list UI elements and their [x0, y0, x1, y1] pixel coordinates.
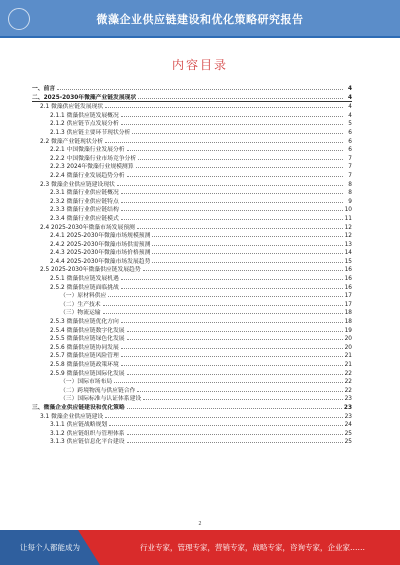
toc-leader-dots: [121, 188, 343, 194]
toc-entry-page: 4: [348, 112, 352, 119]
toc-entry-page: 12: [344, 233, 352, 240]
toc-leader-dots: [127, 171, 343, 177]
toc-entry[interactable]: [32, 334, 352, 343]
toc-entry[interactable]: [32, 351, 352, 360]
toc-entry-label: （一）原材料供应: [60, 293, 107, 300]
header-divider: [0, 36, 400, 38]
toc-entry-label: 2.5.9 微藻供应链国际化发展: [50, 370, 125, 377]
toc-entry[interactable]: [32, 291, 352, 300]
toc-entry-page: 9: [348, 198, 352, 205]
toc-entry-label: 2.4 2025-2030年微藻市场发展预测: [40, 224, 135, 231]
toc-entry-label: 2.2.1 中国微藻行业发展分析: [50, 147, 125, 154]
toc-entry-label: （三）国际标准与认证体系建设: [60, 396, 142, 403]
toc-leader-dots: [121, 197, 343, 203]
toc-entry-page: 6: [348, 129, 352, 136]
toc-entry-page: 25: [344, 430, 352, 437]
toc-leader-dots: [114, 377, 342, 383]
toc-leader-dots: [127, 403, 342, 409]
toc-entry[interactable]: [32, 308, 352, 317]
toc-leader-dots: [57, 84, 343, 90]
toc-entry-label: 三、微藻企业供应链建设和优化策略: [32, 404, 125, 411]
toc-entry[interactable]: [32, 171, 352, 180]
toc-entry-page: 7: [348, 155, 352, 162]
toc-entry-label: 一、前言: [32, 86, 56, 92]
toc-entry[interactable]: [32, 343, 352, 352]
toc-leader-dots: [105, 102, 343, 108]
toc-leader-dots: [152, 240, 342, 246]
toc-leader-dots: [127, 369, 343, 375]
toc-entry-page: 11: [344, 215, 352, 222]
toc-leader-dots: [105, 412, 342, 418]
toc-leader-dots: [137, 223, 343, 229]
toc-leader-dots: [109, 420, 342, 426]
toc-entry-label: 2.3.1 微藻行业供应链概况: [50, 190, 119, 197]
toc-entry-page: 22: [344, 370, 352, 377]
toc-entry-label: （二）生产技术: [60, 301, 101, 308]
toc-leader-dots: [152, 231, 342, 237]
toc-leader-dots: [121, 274, 343, 280]
toc-entry-page: 6: [348, 138, 352, 145]
toc-entry-label: 2.5.2 微藻供应链面临挑战: [50, 284, 119, 291]
toc-entry[interactable]: [32, 300, 352, 309]
toc-entry-page: 7: [348, 172, 352, 179]
toc-leader-dots: [103, 308, 343, 314]
toc-entry-label: 2.1 微藻供应链发展现状: [40, 104, 104, 111]
toc-entry[interactable]: [32, 386, 352, 395]
toc-leader-dots: [132, 128, 343, 134]
page-footer: [0, 530, 400, 565]
toc-heading: 内容目录: [171, 58, 228, 72]
toc-entry[interactable]: [32, 111, 352, 120]
toc-entry-label: 2.5.3 微藻供应链优化方向: [50, 319, 119, 326]
toc-entry-page: 17: [344, 301, 352, 308]
toc-entry-page: 8: [348, 181, 352, 188]
toc-entry-page: 12: [344, 224, 352, 231]
toc-entry[interactable]: [32, 437, 352, 446]
toc-entry[interactable]: [32, 119, 352, 128]
toc-entry[interactable]: [32, 283, 352, 292]
toc-entry[interactable]: [32, 240, 352, 249]
toc-leader-dots: [136, 162, 343, 168]
toc-entry[interactable]: [32, 429, 352, 438]
toc-entry-page: 4: [347, 94, 352, 101]
toc-entry-page: 10: [344, 207, 352, 214]
toc-entry[interactable]: [32, 257, 352, 266]
toc-entry-page: 15: [344, 258, 352, 265]
toc-entry[interactable]: [32, 412, 352, 421]
toc-entry[interactable]: [32, 137, 352, 146]
toc-entry-label: （一）国际市场布局: [60, 379, 113, 386]
toc-entry-page: 17: [344, 293, 352, 300]
table-of-contents: [32, 84, 352, 446]
footer-tagline: 行业专家，管理专家，营销专家，战略专家，咨询专家，企业家……: [140, 543, 365, 552]
toc-leader-dots: [103, 300, 343, 306]
toc-entry[interactable]: [32, 394, 352, 403]
toc-entry-label: 3.1.2 供应链组织与管理体系: [50, 430, 125, 437]
toc-entry-page: 4: [348, 104, 352, 111]
toc-entry[interactable]: [32, 274, 352, 283]
toc-entry-label: 2.5.8 微藻供应链政策环境: [50, 362, 119, 368]
toc-entry-label: 3.1.3 供应链信息化平台建设: [50, 439, 125, 446]
toc-entry-label: 2.3.2 微藻行业供应链特点: [50, 198, 119, 205]
toc-leader-dots: [121, 317, 343, 323]
toc-entry-label: 2.3.3 微藻行业供应链结构: [50, 207, 119, 214]
toc-entry[interactable]: [32, 84, 352, 93]
toc-leader-dots: [127, 437, 343, 443]
toc-entry-label: 2.4.4 2025-2030年微藻市场发展趋势: [50, 258, 151, 265]
toc-entry-label: 2.5.7 微藻供应链风险管理: [50, 353, 119, 360]
toc-leader-dots: [121, 214, 343, 220]
page-number: 2: [198, 521, 202, 527]
toc-entry-page: 20: [344, 344, 352, 351]
toc-entry-page: 23: [344, 413, 352, 420]
toc-leader-dots: [138, 93, 343, 99]
toc-entry-label: 2.4.3 2025-2030年微藻市场价格预测: [50, 250, 151, 257]
toc-leader-dots: [127, 334, 343, 340]
toc-leader-dots: [137, 386, 342, 392]
toc-entry[interactable]: [32, 205, 352, 214]
toc-entry-page: 5: [348, 121, 352, 128]
toc-leader-dots: [121, 119, 343, 125]
toc-leader-dots: [121, 111, 343, 117]
toc-entry[interactable]: [32, 197, 352, 206]
toc-entry[interactable]: [32, 231, 352, 240]
toc-entry-page: 18: [344, 310, 352, 317]
toc-entry[interactable]: [32, 377, 352, 386]
toc-leader-dots: [143, 265, 343, 271]
toc-entry-label: 2.4.2 2025-2030年微藻市场供需预测: [50, 241, 151, 248]
toc-entry-page: 16: [344, 284, 352, 291]
toc-entry[interactable]: [32, 317, 352, 326]
toc-entry-page: 22: [344, 379, 352, 386]
toc-leader-dots: [121, 351, 343, 357]
toc-entry[interactable]: [32, 265, 352, 274]
toc-entry-label: 2.5.6 微藻供应链协同发展: [50, 344, 119, 351]
toc-leader-dots: [117, 180, 343, 186]
toc-entry-page: 20: [344, 336, 352, 343]
toc-entry[interactable]: [32, 188, 352, 197]
toc-entry-label: 2.3 微藻企业供应链建设现状: [40, 181, 115, 188]
toc-entry[interactable]: [32, 93, 352, 103]
toc-entry[interactable]: [32, 420, 352, 429]
toc-entry[interactable]: [32, 128, 352, 137]
toc-entry-page: 22: [344, 387, 352, 394]
toc-entry-label: 2.4.1 2025-2030年微藻市场规模预测: [50, 233, 151, 240]
toc-leader-dots: [121, 283, 343, 289]
toc-entry[interactable]: [32, 326, 352, 335]
toc-entry-label: （三）物流运输: [60, 310, 101, 317]
toc-entry-page: 6: [348, 147, 352, 154]
toc-entry[interactable]: [32, 223, 352, 232]
toc-entry-label: 2.2 微藻产业链现状分析: [40, 138, 104, 145]
toc-entry-page: 16: [344, 276, 352, 283]
toc-entry-page: 23: [343, 404, 352, 411]
toc-entry-label: 2.5 2025-2030年微藻供应链发展趋势: [40, 267, 141, 274]
toc-leader-dots: [121, 360, 343, 366]
toc-entry[interactable]: [32, 145, 352, 154]
toc-entry[interactable]: [32, 162, 352, 171]
toc-entry-label: 2.5.4 微藻供应链数字化发展: [50, 327, 125, 334]
toc-entry[interactable]: [32, 154, 352, 163]
toc-entry-page: 16: [344, 267, 352, 274]
toc-entry-page: 23: [344, 396, 352, 403]
toc-entry-label: 3.1.1 供应链战略规划: [50, 422, 108, 429]
toc-entry[interactable]: [32, 180, 352, 189]
toc-entry-page: 21: [344, 353, 352, 360]
page-header: [0, 0, 400, 36]
toc-entry[interactable]: [32, 403, 352, 412]
toc-entry-page: 4: [347, 86, 352, 92]
toc-entry-label: （二）跨境物流与供应链合作: [60, 387, 136, 394]
toc-leader-dots: [138, 154, 343, 160]
toc-entry-page: 21: [344, 362, 352, 368]
toc-entry-label: 2.1.1 微藻供应链发展概况: [50, 112, 119, 119]
toc-leader-dots: [143, 394, 342, 400]
toc-leader-dots: [127, 429, 343, 435]
toc-entry-page: 19: [344, 327, 352, 334]
toc-entry[interactable]: [32, 360, 352, 369]
toc-entry-label: 2.5.1 微藻供应链发展机遇: [50, 276, 119, 283]
toc-entry-label: 2.2.3 2024年微藻行业规模测算: [50, 164, 134, 171]
toc-entry-label: 2.1.3 供应链主要环节现状分析: [50, 129, 131, 136]
toc-entry-page: 13: [344, 241, 352, 248]
toc-leader-dots: [108, 291, 342, 297]
toc-entry-label: 3.1 微藻企业供应链建设: [40, 413, 104, 420]
toc-leader-dots: [121, 343, 343, 349]
footer-slogan: 让每个人都能成为: [20, 543, 80, 552]
toc-entry-label: 2.1.2 供应链节点发展分析: [50, 121, 119, 128]
toc-entry-page: 25: [344, 439, 352, 446]
toc-leader-dots: [152, 248, 342, 254]
toc-entry[interactable]: [32, 214, 352, 223]
toc-leader-dots: [127, 145, 343, 151]
toc-entry-label: 2.2.4 微藻行业发展趋势分析: [50, 172, 125, 179]
toc-entry-label: 2.2.2 中国微藻行业市场竞争分析: [50, 155, 137, 162]
toc-entry-page: 18: [344, 319, 352, 326]
toc-entry-page: 8: [348, 190, 352, 197]
toc-entry-label: 2.3.4 微藻行业供应链模式: [50, 215, 119, 222]
toc-entry[interactable]: [32, 248, 352, 257]
toc-leader-dots: [127, 326, 343, 332]
toc-entry-page: 24: [344, 422, 352, 429]
toc-entry[interactable]: [32, 102, 352, 111]
toc-leader-dots: [105, 137, 343, 143]
toc-entry-label: 2.5.5 微藻供应链绿色化发展: [50, 336, 125, 343]
toc-entry-page: 14: [344, 250, 352, 257]
toc-entry[interactable]: [32, 369, 352, 378]
toc-entry-label: 二、2025-2030年微藻产业链发展现状: [32, 94, 137, 101]
toc-leader-dots: [121, 205, 343, 211]
toc-entry-page: 7: [348, 164, 352, 171]
report-title: 微藻企业供应链建设和优化策略研究报告: [96, 13, 304, 26]
toc-leader-dots: [152, 257, 342, 263]
